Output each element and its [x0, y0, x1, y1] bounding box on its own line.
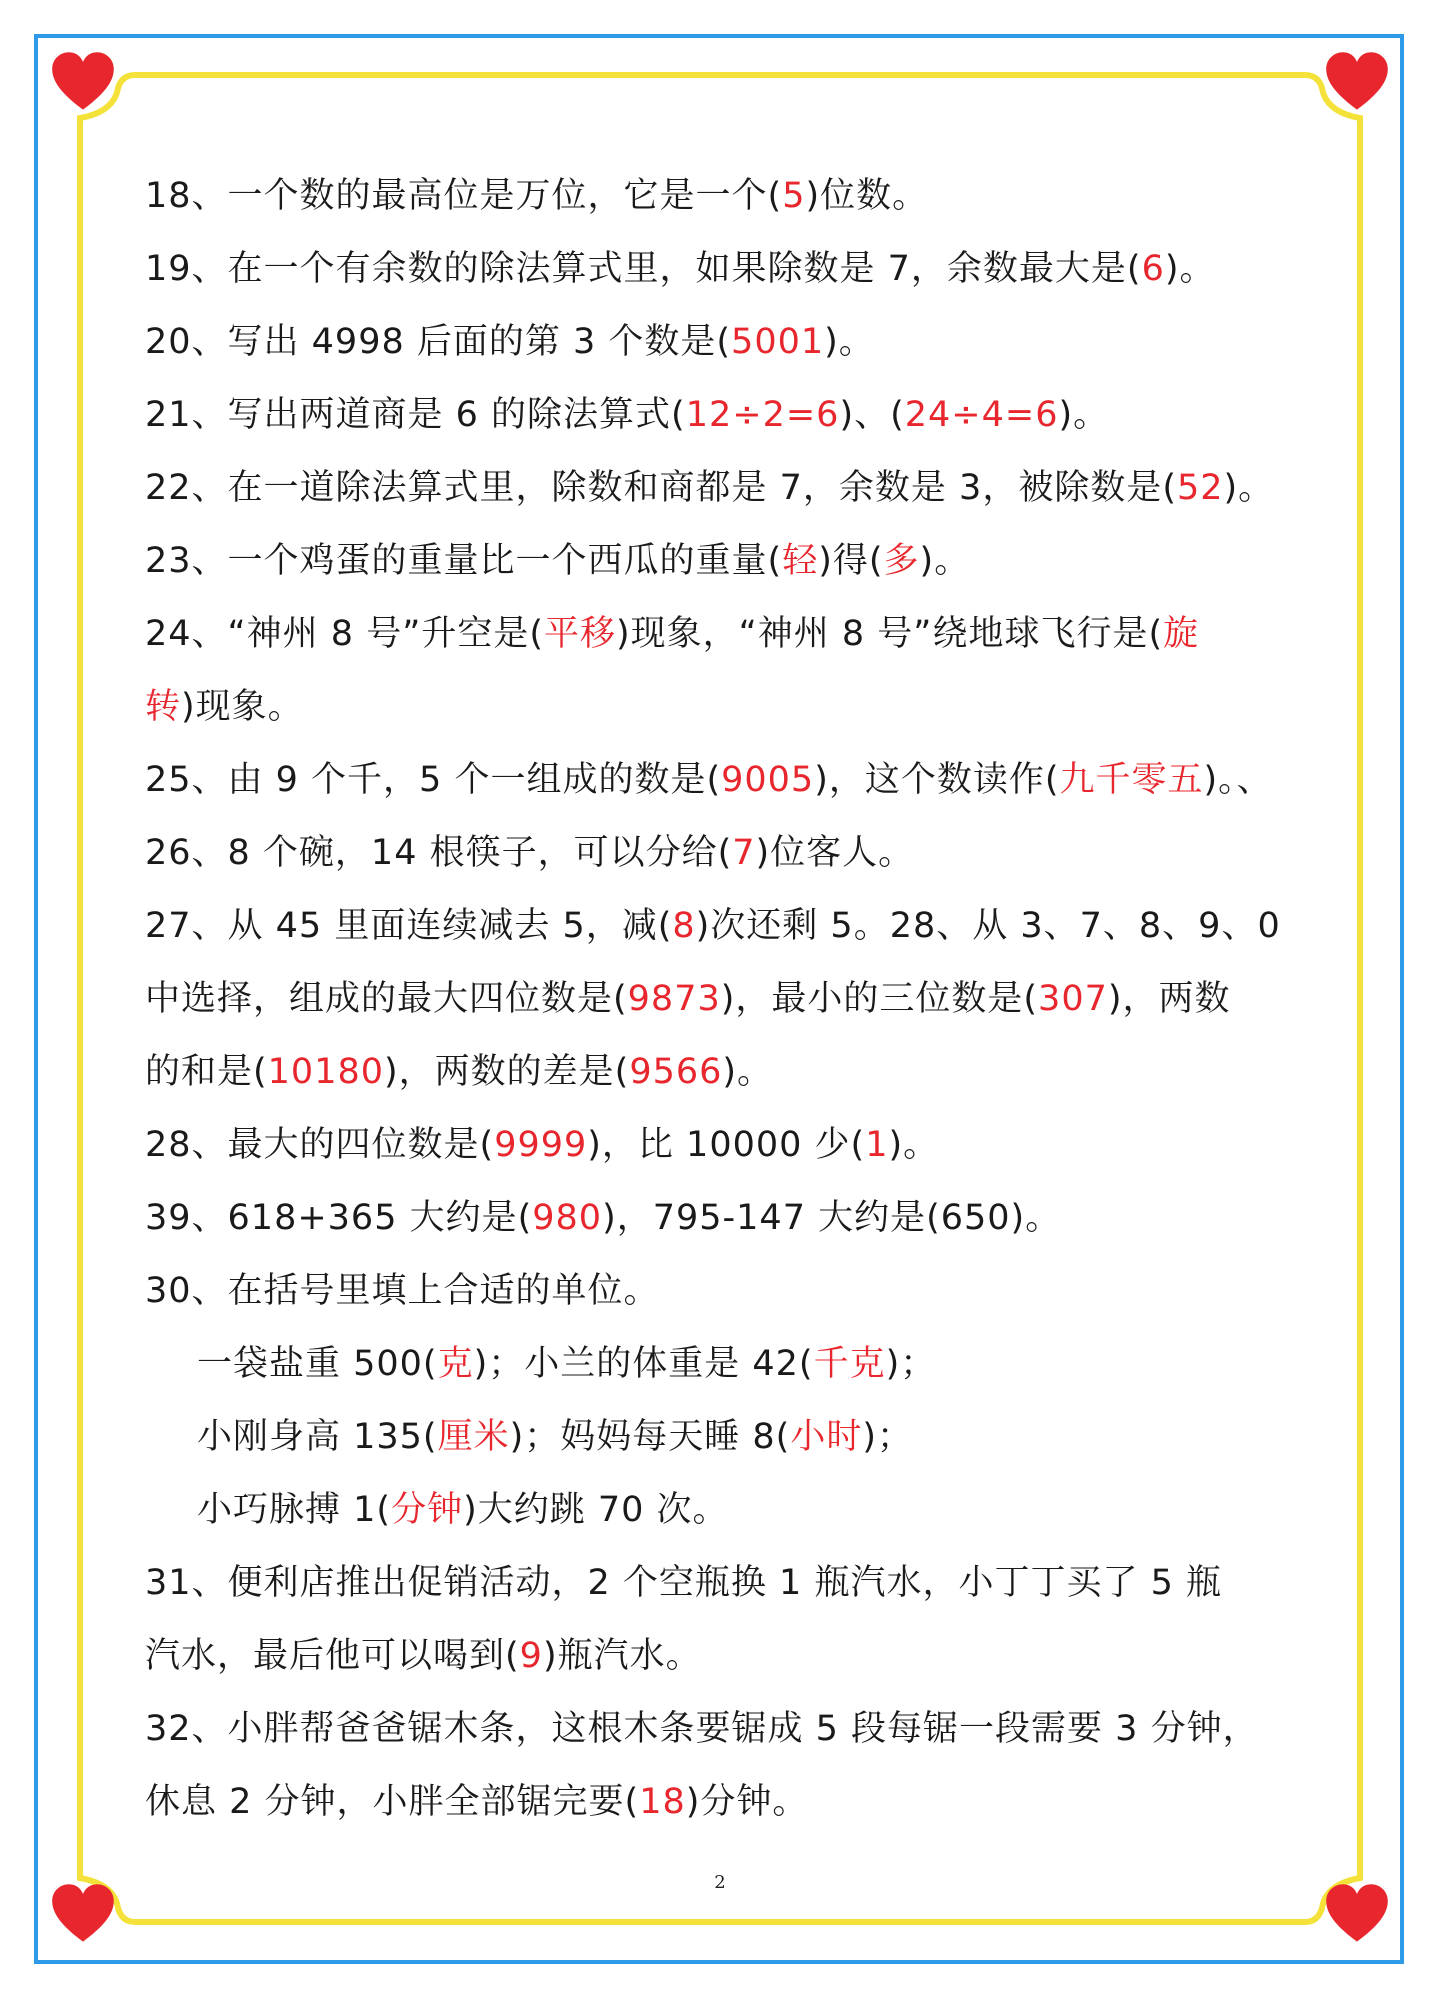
question-text: )。 — [1058, 395, 1110, 435]
question-line — [145, 1620, 1305, 1693]
answer-text: 多 — [883, 541, 920, 581]
question-line — [145, 306, 1305, 379]
answer-text: 5 — [782, 176, 806, 216]
question-line — [145, 1182, 1305, 1255]
question-text: )、( — [839, 395, 905, 435]
answer-text: 1 — [865, 1125, 889, 1165]
answer-text: 980 — [532, 1198, 603, 1238]
answer-text: 8 — [672, 906, 696, 946]
question-text: )得( — [818, 541, 884, 581]
question-line — [145, 452, 1305, 525]
question-text: 的和是( — [145, 1052, 268, 1092]
answer-text: 轻 — [782, 541, 819, 581]
answer-text: 9 — [519, 1636, 543, 1676]
question-text: 22、在一道除法算式里，除数和商都是 7，余数是 3，被除数是( — [145, 468, 1177, 508]
question-text: 24、“神州 8 号”升空是( — [145, 614, 544, 654]
question-text: )瓶汽水。 — [542, 1636, 702, 1676]
question-list — [145, 160, 1305, 1839]
question-text: )。 — [919, 541, 971, 581]
question-text: 一袋盐重 500( — [197, 1344, 438, 1384]
question-line — [145, 963, 1305, 1036]
question-line — [145, 1547, 1305, 1620]
answer-text: 5001 — [731, 322, 825, 362]
answer-text: 52 — [1176, 468, 1224, 508]
answer-text: 6 — [1141, 249, 1165, 289]
answer-text: 平移 — [543, 614, 616, 654]
question-line — [145, 1401, 1305, 1474]
question-text: 31、便利店推出促销活动，2 个空瓶换 1 瓶汽水，小丁丁买了 5 瓶 — [145, 1563, 1222, 1603]
answer-text: 九千零五 — [1059, 760, 1204, 800]
answer-text: 7 — [732, 833, 756, 873]
question-text: 39、618+365 大约是( — [145, 1198, 533, 1238]
page-number: 2 — [714, 1872, 726, 1893]
answer-text: 9566 — [629, 1052, 723, 1092]
question-line — [145, 671, 1305, 744]
question-text: 休息 2 分钟，小胖全部锯完要( — [145, 1782, 640, 1822]
question-text: 26、8 个碗，14 根筷子，可以分给( — [145, 833, 733, 873]
question-text: 19、在一个有余数的除法算式里，如果除数是 7，余数最大是( — [145, 249, 1142, 289]
question-text: 32、小胖帮爸爸锯木条，这根木条要锯成 5 段每锯一段需要 3 分钟， — [145, 1709, 1259, 1749]
question-text: )。 — [824, 322, 875, 362]
question-text: 小刚身高 135( — [197, 1417, 438, 1457]
question-text: )，两数的差是( — [384, 1052, 630, 1092]
question-text: 汽水，最后他可以喝到( — [145, 1636, 520, 1676]
question-line — [145, 233, 1305, 306]
question-line — [145, 1109, 1305, 1182]
question-line — [145, 1474, 1305, 1547]
question-text: )大约跳 70 次。 — [463, 1490, 729, 1530]
answer-text: 18 — [639, 1782, 686, 1822]
answer-text: 厘米 — [437, 1417, 510, 1457]
answer-text: 转 — [145, 687, 182, 727]
question-text: )。 — [888, 1125, 940, 1165]
question-text: 18、一个数的最高位是万位，它是一个( — [145, 176, 783, 216]
question-text: )，两数 — [1107, 979, 1231, 1019]
question-text: )，795-147 大约是(650)。 — [602, 1198, 1062, 1238]
question-text: 28、最大的四位数是( — [145, 1125, 495, 1165]
answer-text: 10180 — [267, 1052, 384, 1092]
question-text: 30、在括号里填上合适的单位。 — [145, 1271, 660, 1311]
answer-text: 克 — [437, 1344, 474, 1384]
question-text: 27、从 45 里面连续减去 5，减( — [145, 906, 673, 946]
question-text: )位数。 — [805, 176, 929, 216]
question-text: )分钟。 — [685, 1782, 809, 1822]
question-text: )。 — [1223, 468, 1275, 508]
question-text: )；妈妈每天睡 8( — [509, 1417, 791, 1457]
question-line — [145, 1255, 1305, 1328]
question-line — [145, 160, 1305, 233]
question-line — [145, 1766, 1305, 1839]
question-text: )。 — [1164, 249, 1216, 289]
answer-text: 小时 — [790, 1417, 863, 1457]
answer-text: 24÷4=6 — [904, 395, 1059, 435]
question-line — [145, 1328, 1305, 1401]
question-text: )位客人。 — [755, 833, 915, 873]
question-text: )；小兰的体重是 42( — [473, 1344, 814, 1384]
question-line — [145, 1693, 1305, 1766]
question-line — [145, 1036, 1305, 1109]
question-text: 21、写出两道商是 6 的除法算式( — [145, 395, 686, 435]
question-line — [145, 890, 1305, 963]
answer-text: 分钟 — [391, 1490, 464, 1530]
question-text: )，最小的三位数是( — [720, 979, 1039, 1019]
answer-text: 9873 — [627, 979, 721, 1019]
heart-icon — [1322, 48, 1392, 118]
question-text: 20、写出 4998 后面的第 3 个数是( — [145, 322, 732, 362]
question-text: )，这个数读作( — [814, 760, 1060, 800]
answer-text: 12÷2=6 — [685, 395, 840, 435]
question-text: )。、 — [1203, 760, 1273, 800]
answer-text: 9999 — [494, 1125, 588, 1165]
question-text: )； — [885, 1344, 937, 1384]
question-text: 25、由 9 个千，5 个一组成的数是( — [145, 760, 722, 800]
question-text: )。 — [722, 1052, 774, 1092]
question-text: )现象，“神州 8 号”绕地球飞行是( — [616, 614, 1164, 654]
question-text: )现象。 — [181, 687, 304, 727]
question-text: 23、一个鸡蛋的重量比一个西瓜的重量( — [145, 541, 783, 581]
question-text: 中选择，组成的最大四位数是( — [145, 979, 628, 1019]
question-text: 小巧脉搏 1( — [197, 1490, 392, 1530]
question-line — [145, 379, 1305, 452]
question-line — [145, 525, 1305, 598]
answer-text: 307 — [1038, 979, 1108, 1019]
question-line — [145, 744, 1305, 817]
question-line — [145, 598, 1305, 671]
heart-icon — [48, 48, 118, 118]
question-text: )，比 10000 少( — [587, 1125, 866, 1165]
answer-text: 旋 — [1163, 614, 1200, 654]
answer-text: 千克 — [813, 1344, 886, 1384]
question-text: )次还剩 5。28、从 3、7、8、9、0 — [695, 906, 1281, 946]
question-line — [145, 817, 1305, 890]
question-text: )； — [862, 1417, 913, 1457]
answer-text: 9005 — [721, 760, 815, 800]
